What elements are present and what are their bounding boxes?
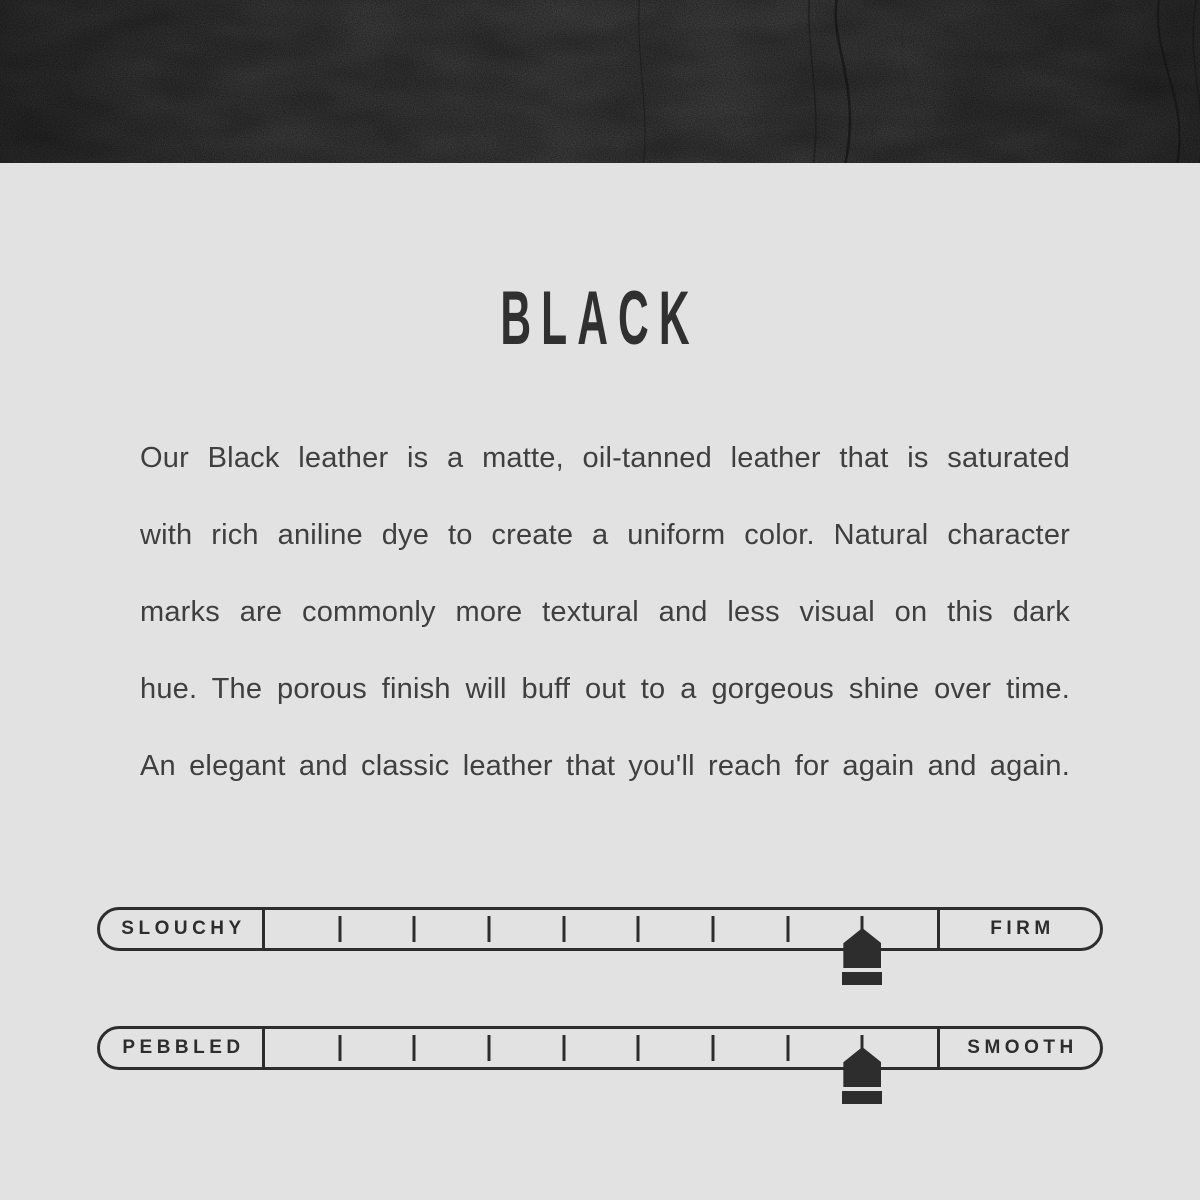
scale-tick xyxy=(637,1035,640,1061)
description-line: hue. The porous finish will buff out to a gorgeous shine over time. xyxy=(140,673,1070,705)
marker-base xyxy=(842,972,882,985)
firmness-scale-right-label: FIRM xyxy=(937,910,1100,948)
scale-tick xyxy=(413,916,416,942)
firmness-scale-left-label: SLOUCHY xyxy=(100,910,265,948)
leather-texture-graphic xyxy=(0,0,1200,163)
marker-base xyxy=(842,1091,882,1104)
scale-tick xyxy=(562,1035,565,1061)
firmness-scale-marker xyxy=(842,928,882,985)
scale-tick xyxy=(712,1035,715,1061)
scale-tick xyxy=(637,916,640,942)
scale-tick xyxy=(338,916,341,942)
scale-tick xyxy=(338,1035,341,1061)
leather-swatch-image xyxy=(0,0,1200,163)
scale-tick xyxy=(562,916,565,942)
description xyxy=(140,420,1070,805)
texture-scale-marker xyxy=(842,1047,882,1104)
description-line: Our Black leather is a matte, oil-tanned leather that is saturated xyxy=(140,442,1070,474)
texture-scale xyxy=(97,1026,1103,1070)
description-line: with rich aniline dye to create a uniform color. Natural character xyxy=(140,519,1070,551)
marker-arrow xyxy=(843,1047,881,1087)
firmness-scale-track xyxy=(265,910,937,948)
scale-tick xyxy=(488,916,491,942)
scale-tick xyxy=(786,916,789,942)
description-line: marks are commonly more textural and less visual on this dark xyxy=(140,596,1070,628)
scale-tick xyxy=(488,1035,491,1061)
page-title: BLACK xyxy=(500,276,700,361)
scale-tick xyxy=(413,1035,416,1061)
firmness-scale xyxy=(97,907,1103,951)
marker-arrow xyxy=(843,928,881,968)
texture-scale-left-label: PEBBLED xyxy=(100,1029,265,1067)
texture-scale-right-label: SMOOTH xyxy=(937,1029,1100,1067)
scale-tick xyxy=(786,1035,789,1061)
scale-tick xyxy=(712,916,715,942)
texture-scale-track xyxy=(265,1029,937,1067)
description-line: An elegant and classic leather that you'll reach for again and again. xyxy=(140,750,1070,782)
